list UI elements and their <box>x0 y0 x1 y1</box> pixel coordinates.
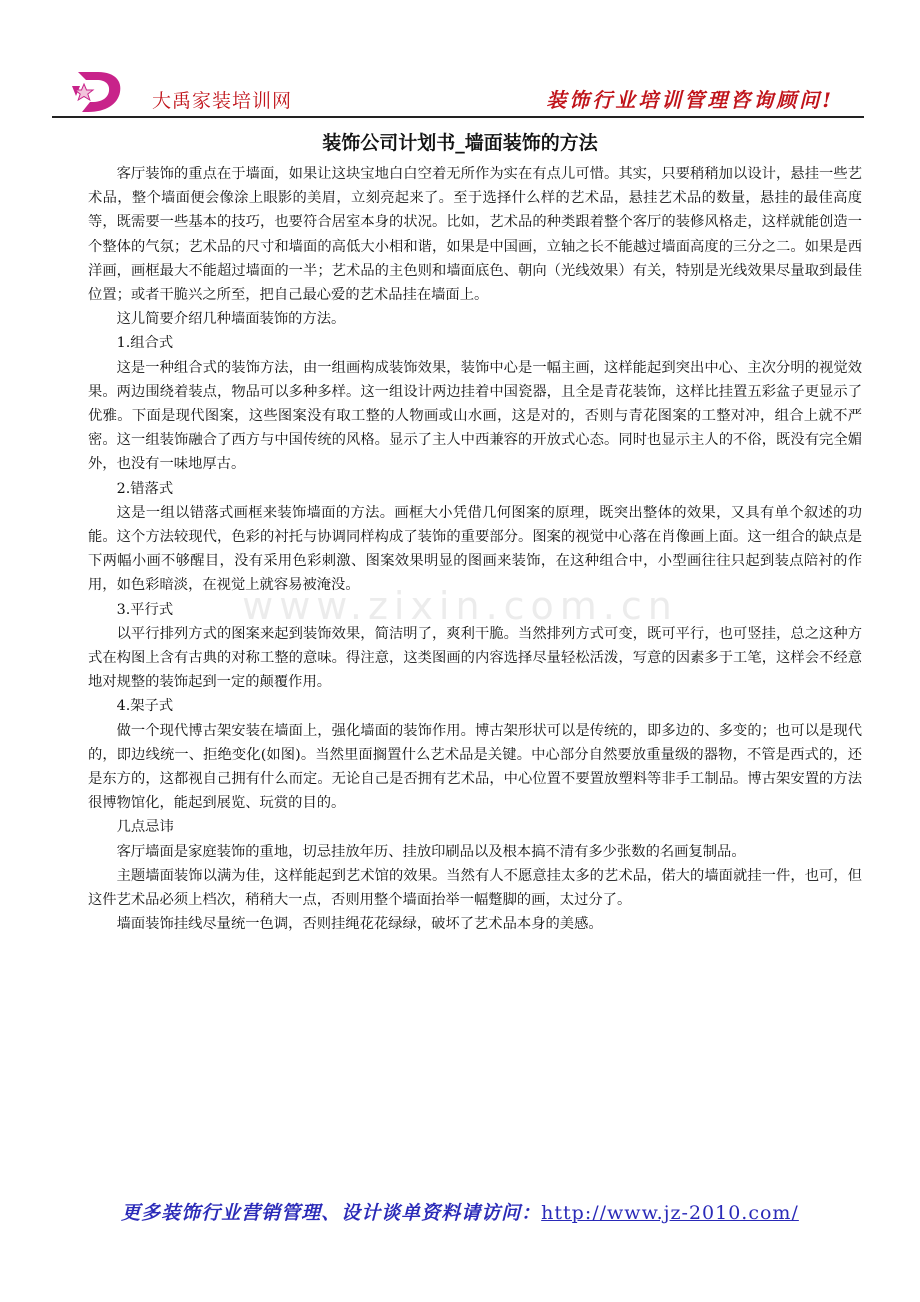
paragraph-parallel: 以平行排列方式的图案来起到装饰效果，简洁明了，爽利干脆。当然排列方式可变，既可平行，也可竖挂，总之这种方式在构图上含有古典的对称工整的意味。得注意，这类图画的内容选择尽量轻松活泼，写意的因素多于工笔，这样会不经意地对规整的装饰起到一定的颠覆作用。 <box>88 625 862 691</box>
footer-link[interactable]: http://www.jz-2010.com/ <box>541 1202 799 1224</box>
site-name: 大禹家装培训网 <box>152 90 293 112</box>
watermark: www.zixin.com.cn <box>242 584 678 628</box>
document-title: 装饰公司计划书_墙面装饰的方法 <box>322 132 598 154</box>
paragraph-intro: 客厅装饰的重点在于墙面，如果让这块宝地白白空着无所作为实在有点儿可惜。其实，只要稍稍加以设计，悬挂一些艺术品，整个墙面便会像涂上眼影的美眉，立刻亮起来了。至于选择什么样的艺术品，悬挂艺术品的数量，悬挂的最佳高度等，既需要一些基本的技巧，也要符合居室本身的状况。比如，艺术品的种类跟着整个客厅的装修风格走，这样就能创造一个整体的气氛；艺术品的尺寸和墙面的高低大小相和谐，如果是中国画，立轴之长不能越过墙面高度的三分之二。如果是西洋画，画框最大不能超过墙面的一半；艺术品的主色则和墙面底色、朝向（光线效果）有关，特别是光线效果尽量取到最佳位置；或者干脆兴之所至，把自己最心爱的艺术品挂在墙面上。 <box>88 166 862 304</box>
paragraph-shelf: 做一个现代博古架安装在墙面上，强化墙面的装饰作用。博古架形状可以是传统的，即多边的、多变的；也可以是现代的，即边线统一、拒绝变化(如图)。当然里面搁置什么艺术品是关键。中心部分自然要放重量级的器物，不管是西式的，还是东方的，这都视自己拥有什么而定。无论自己是否拥有艺术品，中心位置不要置放塑料等非手工制品。博古架安置的方法很博物馆化，能起到展览、玩赏的目的。 <box>88 722 862 812</box>
section-heading-staggered: 2.错落式 <box>116 480 174 497</box>
header-divider <box>52 116 864 118</box>
paragraph-taboo-1: 客厅墙面是家庭装饰的重地，切忌挂放年历、挂放印刷品以及根本搞不清有多少张数的名画复制品。 <box>116 843 746 860</box>
paragraph-taboo-2: 主题墙面装饰以满为佳，这样能起到艺术馆的效果。当然有人不愿意挂太多的艺术品，偌大的墙面就挂一件，也可，但这件艺术品必须上档次，稍稍大一点，否则用整个墙面抬举一幅蹩脚的画，太过分了。 <box>88 867 862 909</box>
paragraph-staggered: 这是一组以错落式画框来装饰墙面的方法。画框大小凭借几何图案的原理，既突出整体的效果，又具有单个叙述的功能。这个方法较现代，色彩的衬托与协调同样构成了装饰的重要部分。图案的视觉中心落在肖像画上面。这一组合的缺点是下两幅小画不够醒目，没有采用色彩刺激、图案效果明显的图画来装饰，在这种组合中，小型画往往只起到装点陪衬的作用，如色彩暗淡，在视觉上就容易被淹没。 <box>88 504 862 594</box>
page-footer <box>0 1198 920 1225</box>
dy-star-logo-icon <box>68 66 124 114</box>
document-body <box>88 162 862 937</box>
page-header <box>68 62 854 118</box>
section-heading-parallel: 3.平行式 <box>116 601 174 618</box>
header-slogan: 装饰行业培训管理咨询顾问! <box>546 88 834 112</box>
section-heading-taboos: 几点忌讳 <box>116 819 174 836</box>
section-heading-combination: 1.组合式 <box>116 335 174 352</box>
paragraph-overview: 这儿简要介绍几种墙面装饰的方法。 <box>116 311 346 328</box>
section-heading-shelf: 4.架子式 <box>116 698 174 715</box>
footer-text: 更多装饰行业营销管理、设计谈单资料请访问： <box>121 1202 542 1224</box>
paragraph-combination: 这是一种组合式的装饰方法，由一组画构成装饰效果，装饰中心是一幅主画，这样能起到突出中心、主次分明的视觉效果。两边围绕着装点，物品可以多种多样。这一组设计两边挂着中国瓷器，且全是青花装饰，这样比挂置五彩盆子更显示了优雅。下面是现代图案，这些图案没有取工整的人物画或山水画，这是对的，否则与青花图案的工整对冲，组合上就不严密。这一组装饰融合了西方与中国传统的风格。显示了主人中西兼容的开放式心态。同时也显示主人的不俗，既没有完全媚外，也没有一味地厚古。 <box>88 359 862 473</box>
paragraph-taboo-3: 墙面装饰挂线尽量统一色调，否则挂绳花花绿绿，破坏了艺术品本身的美感。 <box>116 916 603 933</box>
